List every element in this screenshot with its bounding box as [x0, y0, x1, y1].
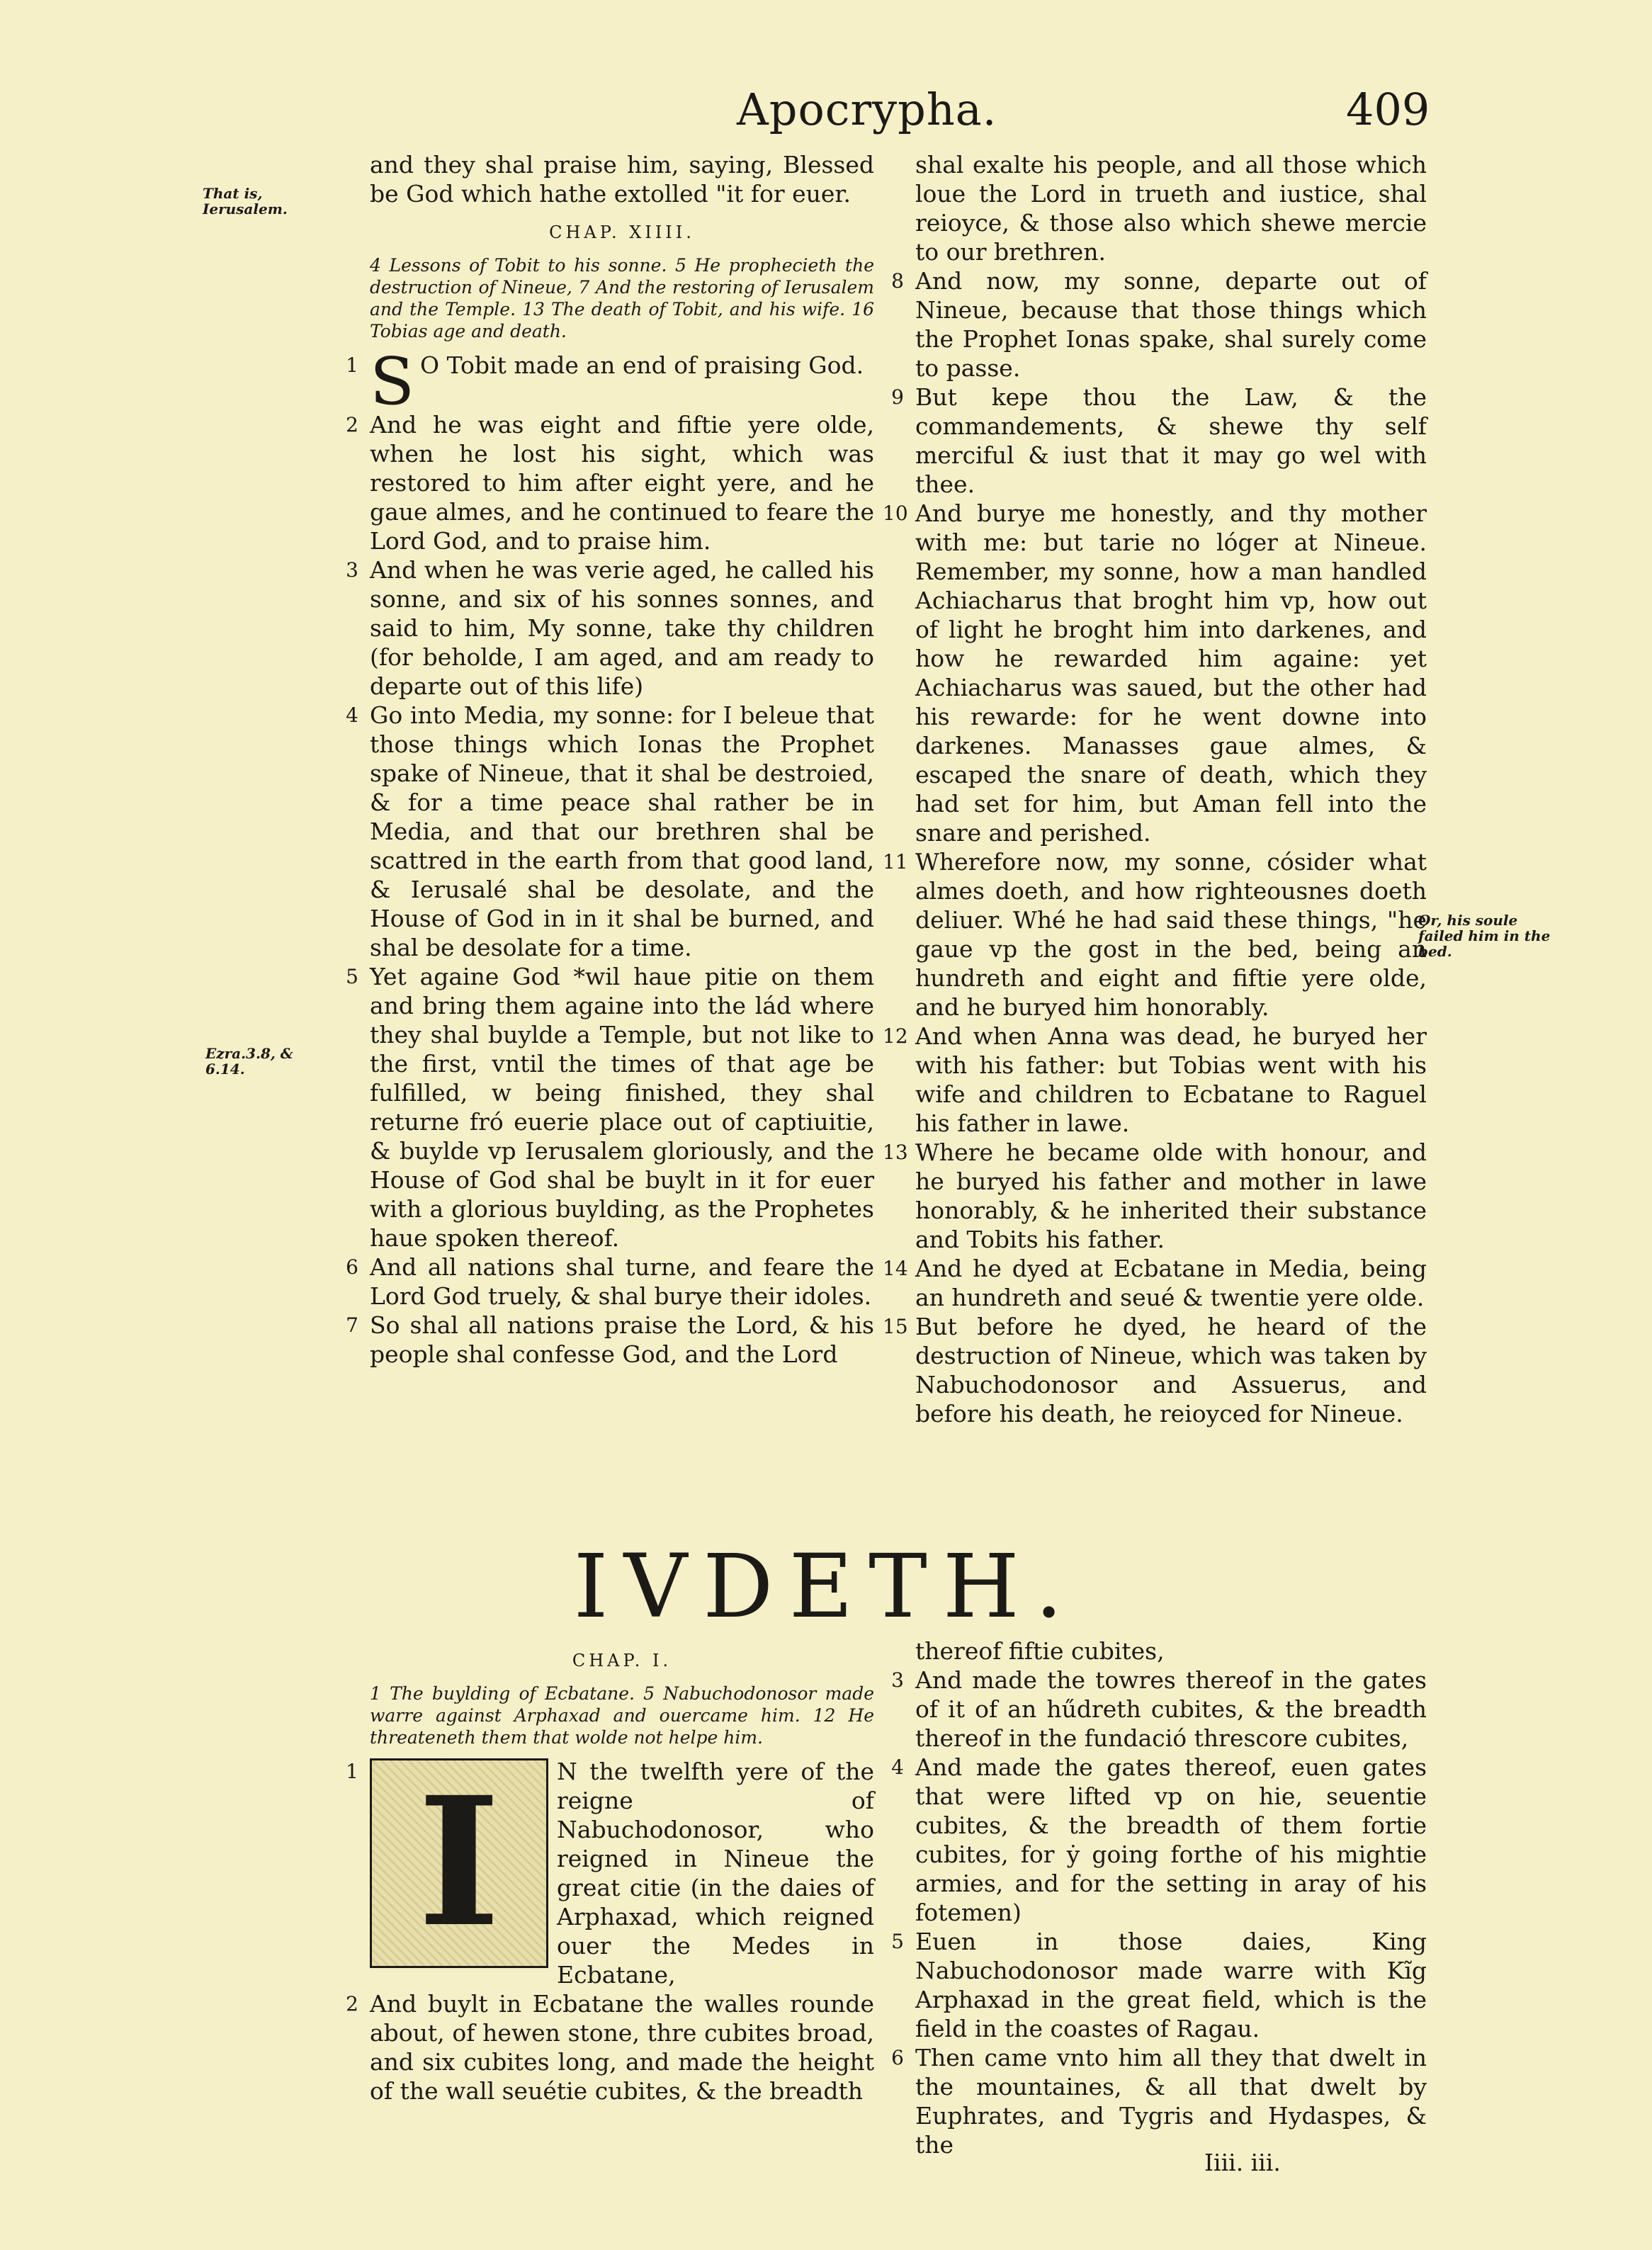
verse-text: Wherefore now, my sonne, cósider what almes doeth, and how righteousnes doeth deliuer. Whé he had said these things, "he gaue vp the gost in the bed, being an hundreth and eight and fiftie yere olde, and he buryed him honorably.	[915, 848, 1427, 1021]
verse	[883, 1022, 1427, 1138]
verse-text: Then came vnto him all they that dwelt in the mountaines, & all that dwelt by Euphrates, and Tygris and Hydaspes, & the	[915, 2044, 1427, 2159]
verse-text: And made the gates thereof, euen gates that were lifted vp on hie, seuentie cubites, & the breadth of them fortie cubites, for ẏ going forthe of his mightie armies, and for the setting in aray of his fotemen)	[915, 1753, 1427, 1926]
verse-number: 1	[346, 1760, 358, 1783]
verse	[891, 1753, 1427, 1927]
book-title: IVDETH.	[573, 1536, 1079, 1638]
verse	[883, 1254, 1427, 1312]
chapter-summary: 1 The buylding of Ecbatane. 5 Nabuchodonosor made warre against Arphaxad and ouercame him. 12 He threateneth them that wolde not helpe him.	[370, 1683, 874, 1748]
verse-text: And he dyed at Ecbatane in Media, being an hundreth and seué & twentie yere olde.	[915, 1255, 1427, 1311]
verse-number: 10	[883, 502, 908, 525]
verse	[883, 499, 1427, 847]
decorated-initial-letter: I	[417, 1758, 501, 1966]
margin-note: Or, his soule failed him in the bed.	[1418, 912, 1551, 960]
top-left-column	[346, 150, 874, 1369]
verse-number: 2	[346, 413, 358, 436]
verse	[346, 1253, 874, 1311]
verse-text: And buylt in Ecbatane the walles rounde about, of hewen stone, thre cubites broad, and six cubites long, and made the height of the wall seuétie cubites, & the breadth	[370, 1990, 874, 2105]
verse-number: 7	[346, 1313, 358, 1337]
verse-text: Go into Media, my sonne: for I beleue that those things which Ionas the Prophet spake of Nineue, that it shal be destroied, & for a time peace shal rather be in Media, and that our brethren shal be scattred in the earth from that good land, & Ierusalé shal be desolate, and the House of God in in it shal be burned, and shal be desolate for a time.	[370, 701, 874, 961]
verse-text: And when he was verie aged, he called his sonne, and six of his sonnes sonnes, and said to him, My sonne, take thy children (for beholde, I am aged, and am ready to departe out of this life)	[370, 556, 874, 700]
verse-number: 9	[891, 385, 904, 409]
verse-text: But kepe thou the Law, & the commandements, & shewe thy self merciful & iust that it may go wel with thee.	[915, 383, 1427, 498]
verse	[891, 1927, 1427, 2043]
verse-text: And burye me honestly, and thy mother with me: but tarie no lóger at Nineue. Remember, my sonne, how a man handled Achiacharus that broght him vp, how out of light he broght him into darkenes, and how he rewarded him againe: yet Achiacharus was saued, but the other had his rewarde: for he went downe into darkenes. Manasses gaue almes, & escaped the snare of death, which they had set for him, but Aman fell into the snare and perished.	[915, 499, 1427, 847]
bottom-left-column	[346, 1636, 874, 2105]
verse	[346, 410, 874, 555]
running-head: Apocrypha.	[737, 84, 997, 135]
verse-number: 6	[346, 1255, 358, 1279]
verse-number: 2	[346, 1992, 358, 2016]
bottom-right-column	[891, 1636, 1427, 2159]
paragraph-continuation: thereof fiftie cubites,	[915, 1637, 1165, 1665]
verse	[346, 344, 874, 419]
verse-number: 3	[891, 1668, 904, 1692]
verse	[346, 701, 874, 962]
chapter-heading: CHAP. I.	[572, 1651, 672, 1670]
verse-number: 4	[891, 1756, 904, 1779]
verse-number: 3	[346, 558, 358, 582]
verse	[883, 1312, 1427, 1428]
verse-text: And when Anna was dead, he buryed her with his father: but Tobias went with his wife and children to Ecbatane to Raguel his father in lawe.	[915, 1022, 1427, 1137]
verse-text: Yet againe God *wil haue pitie on them and bring them againe into the lád where they shal buylde a Temple, but not like to the first, vntil the times of that age be fulfilled, w being finished, they shal returne fró euerie place out of captiuitie, & buylde vp Ierusalem gloriously, and the House of God shal be buylt in it for euer with a glorious buylding, as the Prophetes haue spoken thereof.	[370, 963, 874, 1252]
verse	[883, 1138, 1427, 1254]
verse-number: 13	[883, 1141, 908, 1164]
verse-text: Where he became olde with honour, and he buryed his father and mother in lawe honorably, & he inherited their substance and Tobits his father.	[915, 1138, 1427, 1253]
margin-note: Ezra.3.8, & 6.14.	[205, 1045, 293, 1078]
verse-number: 12	[883, 1024, 908, 1048]
verse	[891, 266, 1427, 383]
verse	[891, 2043, 1427, 2159]
verse	[891, 383, 1427, 499]
verse	[346, 1757, 874, 1989]
verse	[883, 847, 1427, 1022]
chapter-heading: CHAP. XIIII.	[549, 222, 695, 242]
verse-number: 11	[883, 850, 908, 874]
verse-number: 15	[883, 1315, 908, 1338]
verse	[346, 555, 874, 701]
verse-number: 5	[891, 1930, 904, 1953]
paragraph-continuation: and they shal praise him, saying, Blessed be God which hathe extolled "it for euer.	[370, 151, 874, 208]
chapter-summary: 4 Lessons of Tobit to his sonne. 5 He prophecieth the destruction of Nineue, 7 And the restoring of Ierusalem and the Temple. 13 The death of Tobit, and his wife. 16 Tobias age and death.	[370, 255, 874, 341]
verse	[346, 1311, 874, 1369]
decorated-initial	[370, 1758, 548, 1968]
verse	[346, 962, 874, 1253]
verse	[891, 1666, 1427, 1753]
verse-text: Euen in those daies, King Nabuchodonosor made warre with Kĩg Arphaxad in the great field, which is the field in the coastes of Ragau.	[915, 1928, 1427, 2042]
verse-text: O Tobit made an end of praising God.	[420, 351, 864, 379]
verse-text: N the twelfth yere of the reigne of Nabuchodonosor, who reigned in Nineue the great citie (in the daies of Arphaxad, which reigned ouer the Medes in Ecbatane,	[557, 1758, 874, 1989]
verse-text: And made the towres thereof in the gates of it of an hűdreth cubites, & the breadth thereof in the fundació threscore cubites,	[915, 1666, 1427, 1752]
verse	[346, 1989, 874, 2105]
verse-number: 6	[891, 2046, 904, 2069]
verse-text: And now, my sonne, departe out of Nineue, because that those things which the Prophet Ionas spake, shal surely come to passe.	[915, 267, 1427, 382]
verse-text: And all nations shal turne, and feare the Lord God truely, & shal burye their idoles.	[370, 1253, 874, 1310]
page-number: 409	[1346, 84, 1430, 135]
top-right-column	[883, 150, 1427, 1428]
verse-text: And he was eight and fiftie yere olde, when he lost his sight, which was restored to him after eight yere, and he gaue almes, and he continued to feare the Lord God, and to praise him.	[370, 411, 874, 555]
margin-note: That is, Ierusalem.	[203, 185, 288, 217]
verse-number: 4	[346, 703, 358, 727]
signature-mark: Iiii. iii.	[1204, 2149, 1281, 2176]
verse-text: But before he dyed, he heard of the destruction of Nineue, which was taken by Nabuchodonosor and Assuerus, and before his death, he reioyced for Nineue.	[915, 1313, 1427, 1428]
verse-number: 1	[346, 354, 358, 377]
verse-number: 14	[883, 1257, 908, 1280]
verse-number: 5	[346, 965, 358, 988]
verse-text: So shal all nations praise the Lord, & his people shal confesse God, and the Lord	[370, 1311, 874, 1368]
initial-letter: S	[370, 344, 415, 419]
paragraph-continuation: shal exalte his people, and all those which loue the Lord in trueth and iustice, shal reioyce, & those also which shewe mercie to our brethren.	[915, 151, 1427, 266]
verse-number: 8	[891, 269, 904, 293]
